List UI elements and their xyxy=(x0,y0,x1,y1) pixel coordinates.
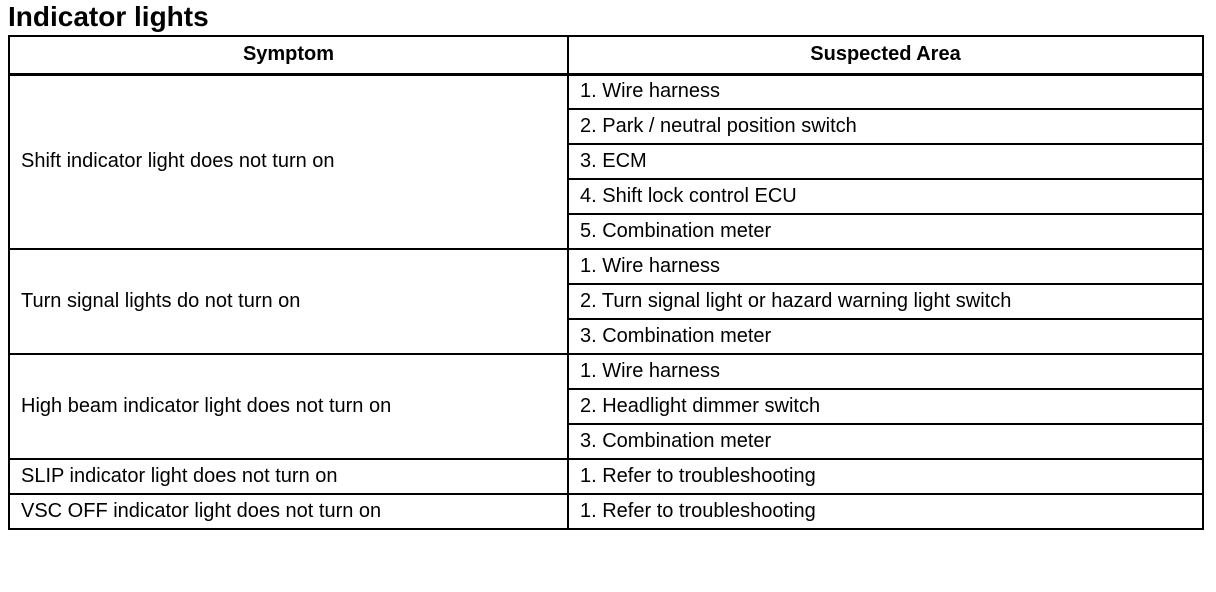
symptom-cell: Shift indicator light does not turn on xyxy=(9,74,568,249)
suspected-area-cell: 5. Combination meter xyxy=(568,214,1203,249)
symptom-cell: High beam indicator light does not turn on xyxy=(9,354,568,459)
table-header-row xyxy=(9,36,1203,74)
symptom-cell: VSC OFF indicator light does not turn on xyxy=(9,494,568,529)
symptom-cell: SLIP indicator light does not turn on xyxy=(9,459,568,494)
suspected-area-cell: 1. Wire harness xyxy=(568,74,1203,109)
suspected-area-cell: 3. ECM xyxy=(568,144,1203,179)
suspected-area-cell: 1. Refer to troubleshooting xyxy=(568,459,1203,494)
suspected-area-cell: 3. Combination meter xyxy=(568,319,1203,354)
symptom-cell: Turn signal lights do not turn on xyxy=(9,249,568,354)
table-row xyxy=(9,354,1203,389)
table-row xyxy=(9,249,1203,284)
page-title: Indicator lights xyxy=(8,1,209,32)
table-row xyxy=(9,494,1203,529)
suspected-area-cell: 1. Wire harness xyxy=(568,249,1203,284)
suspected-area-cell: 2. Park / neutral position switch xyxy=(568,109,1203,144)
indicator-lights-table xyxy=(8,35,1204,530)
table-row xyxy=(9,459,1203,494)
suspected-area-cell: 2. Headlight dimmer switch xyxy=(568,389,1203,424)
suspected-area-cell: 4. Shift lock control ECU xyxy=(568,179,1203,214)
table-row xyxy=(9,74,1203,109)
suspected-area-cell: 2. Turn signal light or hazard warning light switch xyxy=(568,284,1203,319)
suspected-area-cell: 3. Combination meter xyxy=(568,424,1203,459)
suspected-area-header: Suspected Area xyxy=(568,36,1203,74)
suspected-area-cell: 1. Refer to troubleshooting xyxy=(568,494,1203,529)
symptom-header: Symptom xyxy=(9,36,568,74)
suspected-area-cell: 1. Wire harness xyxy=(568,354,1203,389)
